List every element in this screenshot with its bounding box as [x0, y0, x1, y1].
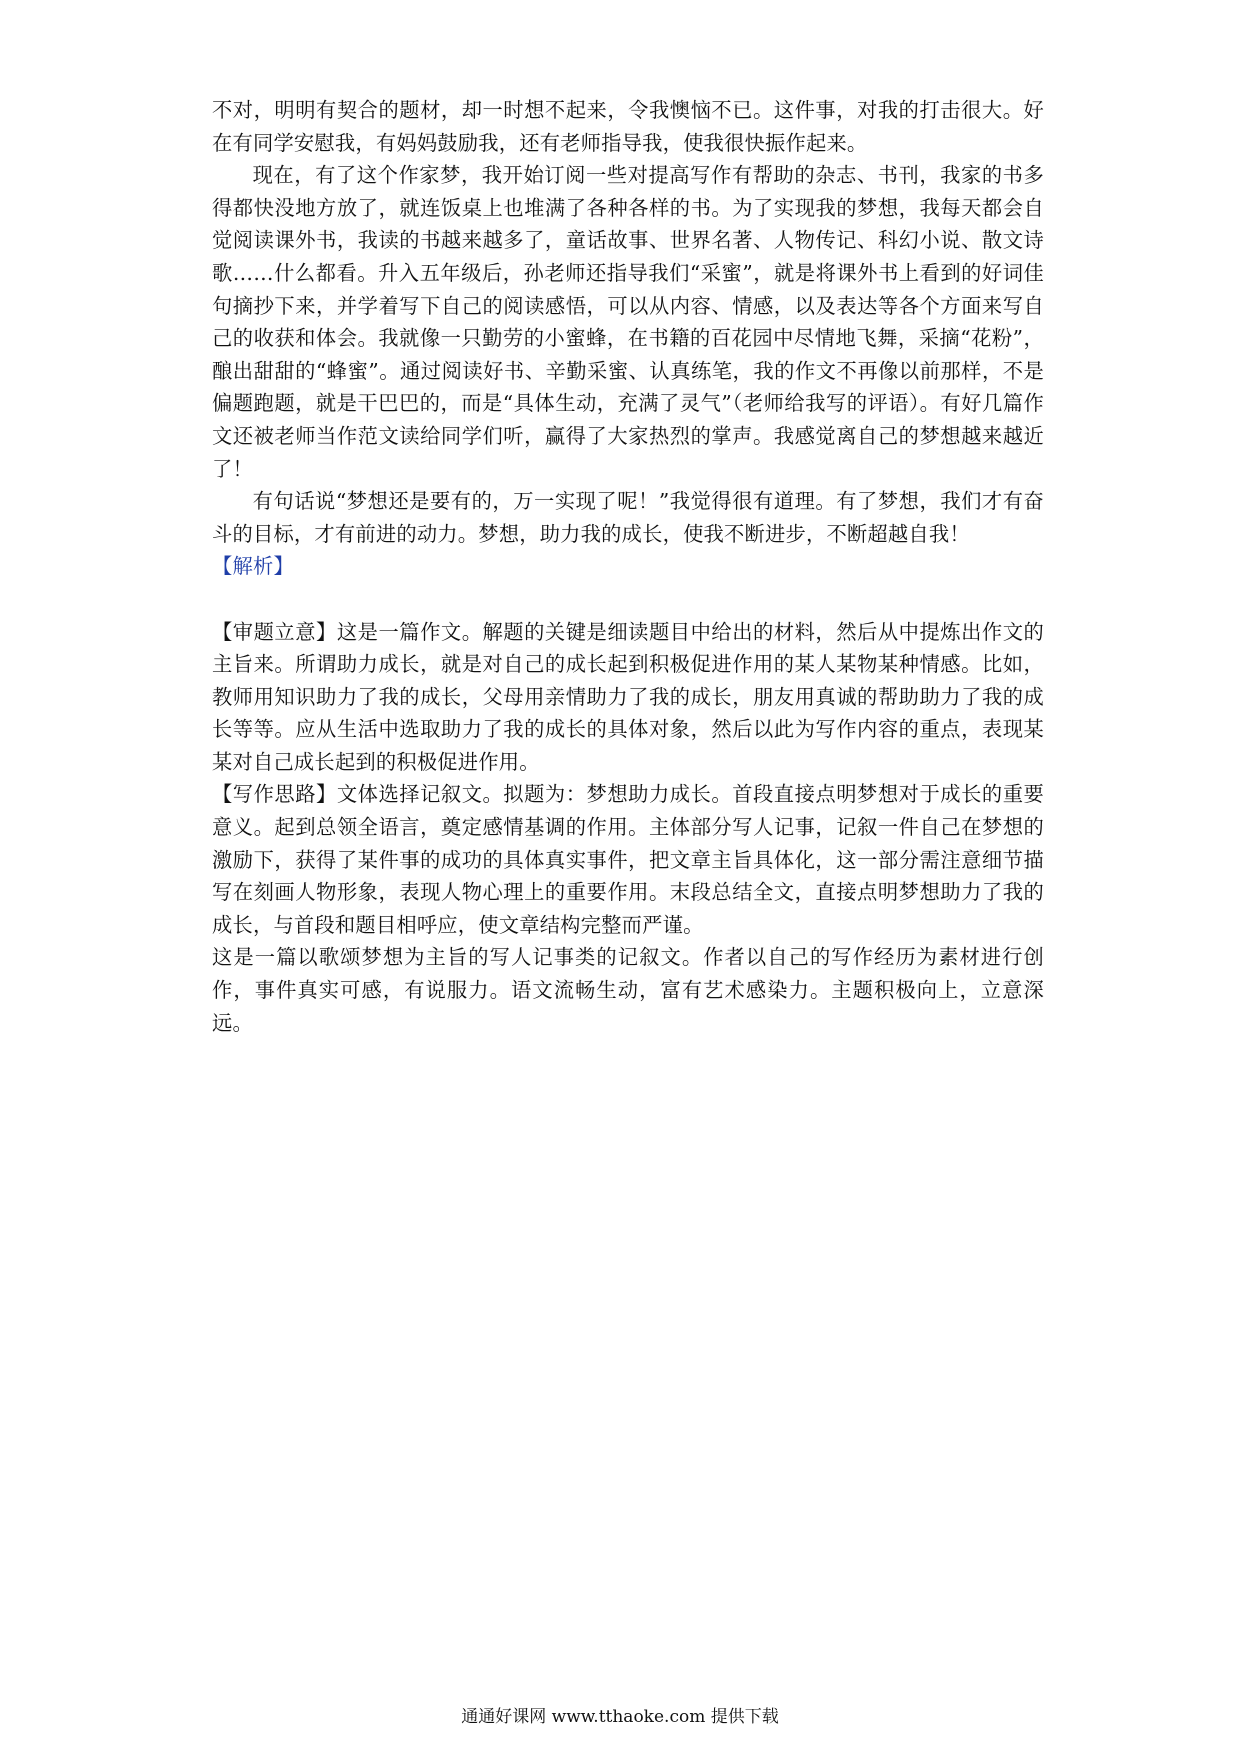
page-footer: 通通好课网 www.tthaoke.com 提供下载: [461, 1707, 779, 1727]
analysis-heading: 【解析】: [212, 554, 294, 579]
essay-paragraph-3: 有句话说“梦想还是要有的，万一实现了呢！”我觉得很有道理。有了梦想，我们才有奋斗的目标，才有前进的动力。梦想，助力我的成长，使我不断进步，不断超越自我！: [212, 489, 1044, 546]
blank-line: [212, 583, 1044, 616]
analysis-silu-paragraph: 【写作思路】文体选择记叙文。拟题为：梦想助力成长。首段直接点明梦想对于成长的重要意义。起到总领全语言，奠定感情基调的作用。主体部分写人记事，记叙一件自己在梦想的激励下，获得了某件事的成功的具体真实事件，把文章主旨具体化，这一部分需注意细节描写在刻画人物形象，表现人物心理上的重要作用。末段总结全文，直接点明梦想助力了我的成长，与首段和题目相呼应，使文章结构完整而严谨。: [212, 782, 1044, 937]
analysis-shenti-paragraph: 【审题立意】这是一篇作文。解题的关键是细读题目中给出的材料，然后从中提炼出作文的主旨来。所谓助力成长，就是对自己的成长起到积极促进作用的某人某物某种情感。比如，教师用知识助力了我的成长，父母用亲情助力了我的成长，朋友用真诚的帮助助力了我的成长等等。应从生活中选取助力了我的成长的具体对象，然后以此为写作内容的重点，表现某某对自己成长起到的积极促进作用。: [212, 619, 1044, 774]
document-body: [212, 94, 1044, 1039]
essay-paragraph-2: 现在，有了这个作家梦，我开始订阅一些对提高写作有帮助的杂志、书刊，我家的书多得都快没地方放了，就连饭桌上也堆满了各种各样的书。为了实现我的梦想，我每天都会自觉阅读课外书，我读的书越来越多了，童话故事、世界名著、人物传记、科幻小说、散文诗歌……什么都看。升入五年级后，孙老师还指导我们“采蜜”，就是将课外书上看到的好词佳句摘抄下来，并学着写下自己的阅读感悟，可以从内容、情感，以及表达等各个方面来写自己的收获和体会。我就像一只勤劳的小蜜蜂，在书籍的百花园中尽情地飞舞，采摘“花粉”，酿出甜甜的“蜂蜜”。通过阅读好书、辛勤采蜜、认真练笔，我的作文不再像以前那样，不是偏题跑题，就是干巴巴的，而是“具体生动，充满了灵气”（老师给我写的评语）。有好几篇作文还被老师当作范文读给同学们听，赢得了大家热烈的掌声。我感觉离自己的梦想越来越近了！: [212, 163, 1044, 481]
essay-paragraph-1: 不对，明明有契合的题材，却一时想不起来，令我懊恼不已。这件事，对我的打击很大。好在有同学安慰我，有妈妈鼓励我，还有老师指导我，使我很快振作起来。: [212, 98, 1044, 155]
analysis-summary-paragraph: 这是一篇以歌颂梦想为主旨的写人记事类的记叙文。作者以自己的写作经历为素材进行创作，事件真实可感，有说服力。语文流畅生动，富有艺术感染力。主题积极向上，立意深远。: [212, 945, 1044, 1035]
